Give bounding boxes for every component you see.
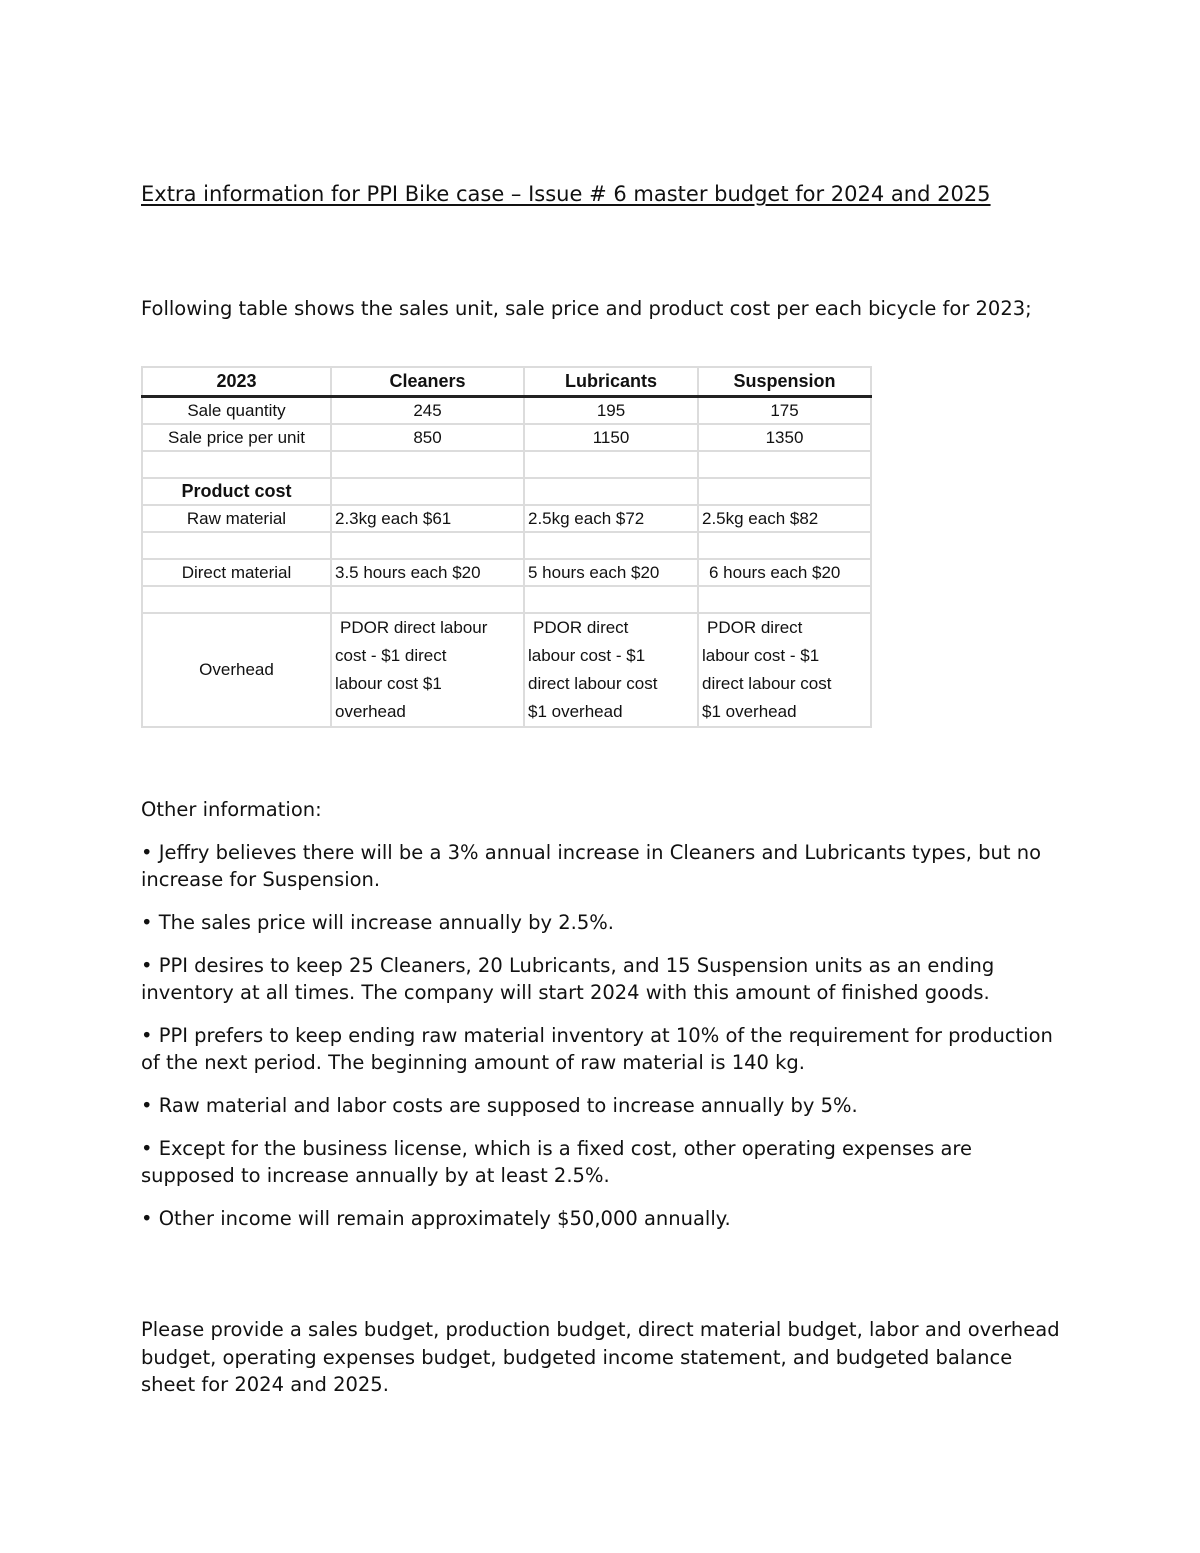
- bullet-item: • Other income will remain approximately $50,000 annually.: [141, 1207, 731, 1230]
- cell-direct-material-lubricants: 5 hours each $20: [524, 559, 698, 586]
- table-row-empty: [142, 451, 871, 478]
- other-information-heading: Other information:: [141, 798, 322, 821]
- empty-cell: [524, 478, 698, 505]
- overhead-line: direct labour cost: [528, 674, 658, 693]
- empty-cell: [331, 478, 524, 505]
- table-row: [142, 478, 871, 505]
- cell-sale-quantity-lubricants: 195: [524, 397, 698, 425]
- overhead-line: $1 overhead: [702, 702, 797, 721]
- table-row: [142, 613, 871, 727]
- closing-request: Please provide a sales budget, production budget, direct material budget, labor and overhead budget, operating expenses budget, budgeted income statement, and budgeted balance sheet for 2024 and 2025.: [141, 1318, 1060, 1396]
- empty-cell: [142, 451, 331, 478]
- cell-sale-price-lubricants: 1150: [524, 424, 698, 451]
- bullet-item: • PPI prefers to keep ending raw material inventory at 10% of the requirement for production of the next period. The beginning amount of raw material is 140 kg.: [141, 1024, 1053, 1074]
- empty-cell: [142, 532, 331, 559]
- empty-cell: [524, 451, 698, 478]
- overhead-line: PDOR direct labour: [340, 618, 488, 637]
- header-year: 2023: [142, 367, 331, 397]
- overhead-line: cost - $1 direct: [335, 646, 447, 665]
- bullet-item: • Raw material and labor costs are supposed to increase annually by 5%.: [141, 1094, 858, 1117]
- overhead-line: direct labour cost: [702, 674, 832, 693]
- table-row-empty: [142, 586, 871, 613]
- cell-sale-price-cleaners: 850: [331, 424, 524, 451]
- empty-cell: [524, 532, 698, 559]
- table-row: [142, 559, 871, 586]
- cell-raw-material-cleaners: 2.3kg each $61: [331, 505, 524, 532]
- product-cost-table: [141, 366, 872, 728]
- empty-cell: [524, 586, 698, 613]
- row-label-raw-material: Raw material: [142, 505, 331, 532]
- empty-cell: [698, 478, 871, 505]
- table-row: [142, 397, 871, 425]
- table-row: [142, 505, 871, 532]
- empty-cell: [698, 532, 871, 559]
- row-label-direct-material: Direct material: [142, 559, 331, 586]
- cell-sale-price-suspension: 1350: [698, 424, 871, 451]
- cell-sale-quantity-suspension: 175: [698, 397, 871, 425]
- row-label-product-cost: Product cost: [142, 478, 331, 505]
- row-label-sale-price: Sale price per unit: [142, 424, 331, 451]
- table-header-row: [142, 367, 871, 397]
- empty-cell: [698, 586, 871, 613]
- empty-cell: [142, 586, 331, 613]
- empty-cell: [331, 532, 524, 559]
- page-title: Extra information for PPI Bike case – Issue # 6 master budget for 2024 and 2025: [141, 182, 991, 206]
- overhead-line: PDOR direct: [533, 618, 629, 637]
- header-cleaners: Cleaners: [331, 367, 524, 397]
- cell-raw-material-suspension: 2.5kg each $82: [698, 505, 871, 532]
- row-label-overhead: Overhead: [142, 613, 331, 727]
- overhead-line: labour cost $1: [335, 674, 442, 693]
- cell-overhead-lubricants: [524, 613, 698, 727]
- cell-sale-quantity-cleaners: 245: [331, 397, 524, 425]
- overhead-line: overhead: [335, 702, 406, 721]
- cell-direct-material-suspension: 6 hours each $20: [698, 559, 871, 586]
- empty-cell: [698, 451, 871, 478]
- overhead-line: PDOR direct: [707, 618, 803, 637]
- table-row: [142, 424, 871, 451]
- header-lubricants: Lubricants: [524, 367, 698, 397]
- row-label-sale-quantity: Sale quantity: [142, 397, 331, 425]
- bullet-item: • Except for the business license, which is a fixed cost, other operating expenses are supposed to increase annually by at least 2.5%.: [141, 1137, 972, 1187]
- bullet-item: • PPI desires to keep 25 Cleaners, 20 Lubricants, and 15 Suspension units as an ending inventory at all times. The company will start 2024 with this amount of finished goods.: [141, 954, 995, 1004]
- cell-overhead-cleaners: [331, 613, 524, 727]
- empty-cell: [331, 451, 524, 478]
- intro-text: Following table shows the sales unit, sale price and product cost per each bicycle for 2023;: [141, 297, 1032, 320]
- header-suspension: Suspension: [698, 367, 871, 397]
- bullet-item: • Jeffry believes there will be a 3% annual increase in Cleaners and Lubricants types, but no increase for Suspension.: [141, 841, 1042, 891]
- overhead-line: labour cost - $1: [528, 646, 646, 665]
- overhead-line: $1 overhead: [528, 702, 623, 721]
- other-information-section: [141, 796, 1071, 1248]
- table-row-empty: [142, 532, 871, 559]
- bullet-item: • The sales price will increase annually by 2.5%.: [141, 911, 614, 934]
- empty-cell: [331, 586, 524, 613]
- overhead-line: labour cost - $1: [702, 646, 820, 665]
- cell-direct-material-cleaners: 3.5 hours each $20: [331, 559, 524, 586]
- cell-overhead-suspension: [698, 613, 871, 727]
- cell-raw-material-lubricants: 2.5kg each $72: [524, 505, 698, 532]
